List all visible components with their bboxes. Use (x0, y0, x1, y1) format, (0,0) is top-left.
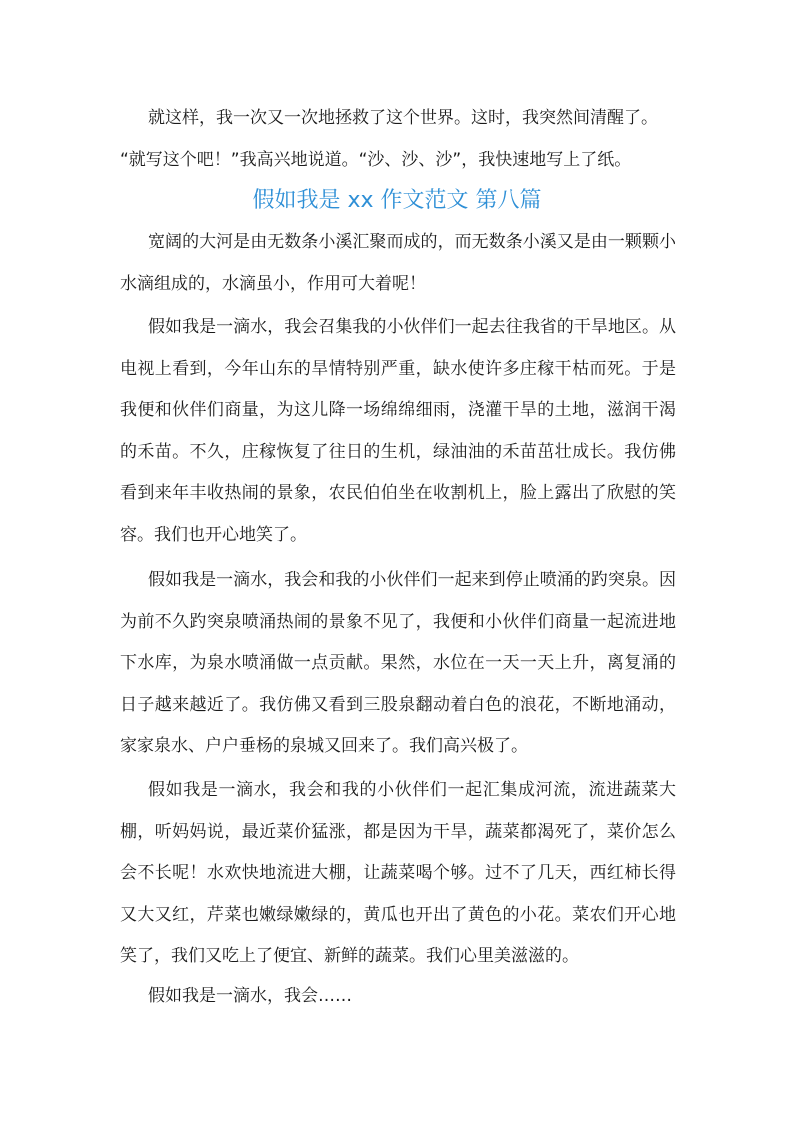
section-heading: 假如我是 xx 作文范文 第八篇 (252, 188, 542, 213)
paragraph-top-1: 就这样，我一次又一次地拯救了这个世界。这时，我突然间清醒了。 (148, 108, 658, 128)
paragraph-1: 宽阔的大河是由无数条小溪汇聚而成的，而无数条小溪又是由一颗颗小水滴组成的，水滴虽小，作用可大着呢！ (120, 232, 676, 294)
paragraph-3: 假如我是一滴水，我会和我的小伙伴们一起来到停止喷涌的趵突泉。因为前不久趵突泉喷涌热闹的景象不见了，我便和小伙伴们商量一起流进地下水库，为泉水喷涌做一点贡献。果然，水位在一天一天上升，离复涌的日子越来越近了。我仿佛又看到三股泉翻动着白色的浪花，不断地涌动，家家泉水、户户垂杨的泉城又回来了。我们高兴极了。 (120, 570, 676, 756)
paragraph-4: 假如我是一滴水，我会和我的小伙伴们一起汇集成河流，流进蔬菜大棚，听妈妈说，最近菜价猛涨，都是因为干旱，蔬菜都渴死了，菜价怎么会不长呢！水欢快地流进大棚，让蔬菜喝个够。过不了几天，西红柿长得又大又红，芹菜也嫩绿嫩绿的，黄瓜也开出了黄色的小花。菜农们开心地笑了，我们又吃上了便宜、新鲜的蔬菜。我们心里美滋滋的。 (120, 780, 676, 966)
paragraph-top-2: “就写这个吧！”我高兴地说道。“沙、沙、沙”，我快速地写上了纸。 (120, 150, 632, 170)
paragraph-2: 假如我是一滴水，我会召集我的小伙伴们一起去往我省的干旱地区。从电视上看到，今年山东的旱情特别严重，缺水使许多庄稼干枯而死。于是我便和伙伴们商量，为这儿降一场绵绵细雨，浇灌干旱的土地，滋润干渴的禾苗。不久，庄稼恢复了往日的生机，绿油油的禾苗茁壮成长。我仿佛看到来年丰收热闹的景象，农民伯伯坐在收割机上，脸上露出了欣慰的笑容。我们也开心地笑了。 (120, 317, 676, 545)
paragraph-5: 假如我是一滴水，我会…… (148, 986, 352, 1006)
